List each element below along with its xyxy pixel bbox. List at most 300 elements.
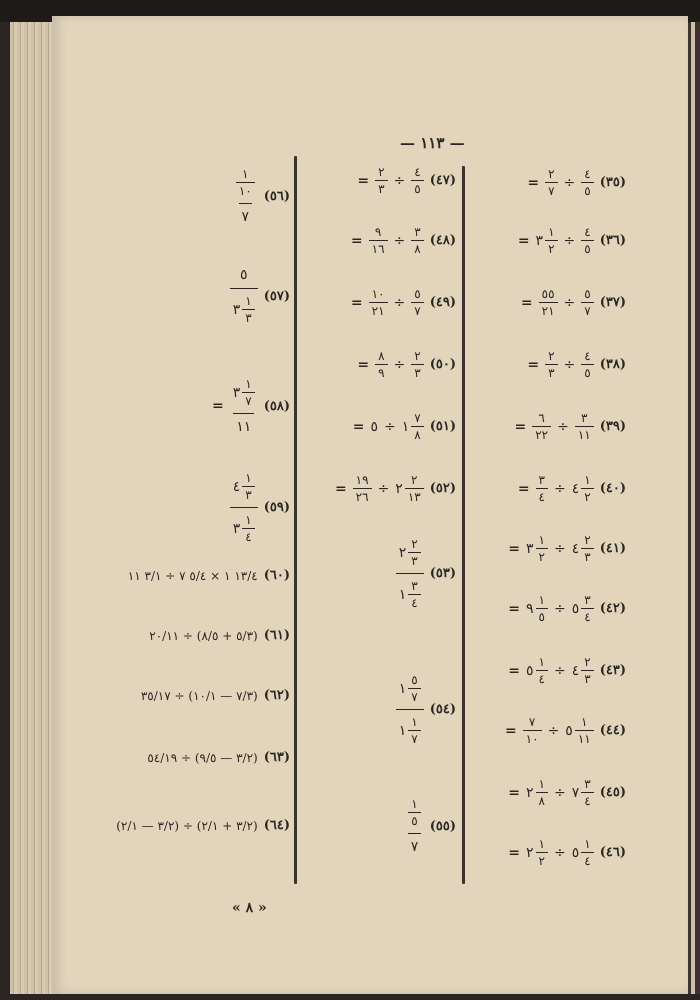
numerator: ١ bbox=[584, 473, 591, 487]
mixed-number bbox=[399, 674, 421, 703]
equals-sign: = bbox=[514, 418, 527, 435]
expression: (٧/٣ — ١٠/١) ÷ ٣٥/١٧ bbox=[140, 688, 258, 703]
equals-sign: = bbox=[352, 418, 365, 435]
exercise-row bbox=[508, 778, 626, 807]
numerator: ٦ bbox=[538, 411, 545, 425]
expression: (٥/٣ + ٨/٥) ÷ ٢٠/١١ bbox=[149, 628, 258, 643]
mixed-number bbox=[565, 716, 593, 745]
numerator: ١٠ bbox=[371, 287, 385, 301]
exercise-row bbox=[351, 226, 456, 255]
numerator: ٣ bbox=[581, 411, 588, 425]
denominator: ١٣ bbox=[405, 488, 424, 503]
whole-number: ١ bbox=[398, 680, 407, 697]
mixed-number bbox=[236, 168, 255, 197]
equals-sign: = bbox=[212, 398, 224, 414]
fraction bbox=[411, 350, 423, 379]
exercise-number: (٣٧) bbox=[599, 295, 626, 310]
exercise-row bbox=[527, 168, 626, 197]
numerator: ٢ bbox=[414, 349, 421, 363]
divide-sign: ÷ bbox=[554, 844, 566, 861]
mixed-number bbox=[572, 778, 594, 807]
numerator: ١ bbox=[245, 513, 252, 527]
fraction bbox=[353, 474, 372, 503]
mixed-number bbox=[375, 166, 387, 195]
exercise-row bbox=[149, 628, 290, 643]
numerator: ٢ bbox=[378, 165, 385, 179]
fraction bbox=[581, 350, 593, 379]
numerator: ١ bbox=[411, 715, 418, 729]
exercise-number: (٤١) bbox=[599, 541, 626, 556]
exercise-row bbox=[141, 688, 290, 703]
denominator: ٣ bbox=[581, 548, 593, 563]
fraction bbox=[408, 716, 420, 745]
fraction bbox=[408, 674, 420, 703]
column-divider-left bbox=[294, 156, 297, 884]
exercise-number: (٣٩) bbox=[599, 419, 626, 434]
whole-number: ٣ bbox=[232, 520, 241, 537]
equals-sign: = bbox=[350, 294, 363, 311]
denominator: ٤ bbox=[536, 488, 548, 503]
numerator: ٢ bbox=[548, 349, 555, 363]
divide-sign: ÷ bbox=[563, 232, 576, 249]
whole-number: ١ bbox=[398, 586, 407, 603]
divide-sign: ÷ bbox=[547, 722, 560, 739]
numerator: ١ bbox=[584, 837, 591, 851]
denominator: ٤ bbox=[408, 594, 420, 609]
compound-numerator bbox=[230, 378, 258, 413]
numerator: ٨ bbox=[378, 349, 385, 363]
mixed-number bbox=[233, 295, 255, 324]
exercise-number: (٣٥) bbox=[599, 175, 626, 190]
numerator: ٣ bbox=[411, 579, 418, 593]
denominator: ٤ bbox=[581, 852, 593, 867]
equals-sign: = bbox=[517, 480, 530, 497]
right-binding bbox=[688, 22, 700, 994]
fraction bbox=[581, 226, 593, 255]
numerator: ٣ bbox=[538, 473, 545, 487]
denominator: ٧ bbox=[242, 392, 254, 407]
compound-numerator bbox=[405, 798, 423, 833]
mixed-number bbox=[233, 472, 255, 501]
numerator: ٥ bbox=[411, 673, 418, 687]
denominator: ١٠ bbox=[523, 730, 542, 745]
denominator: ٧ bbox=[408, 688, 420, 703]
fraction bbox=[575, 412, 594, 441]
exercise-row bbox=[518, 226, 626, 255]
compound-numerator bbox=[230, 472, 258, 507]
compound-numerator bbox=[396, 538, 424, 573]
fraction bbox=[411, 166, 423, 195]
mixed-number bbox=[411, 840, 419, 854]
whole-number: ١ bbox=[398, 722, 407, 739]
divide-sign: ÷ bbox=[563, 174, 576, 191]
mixed-number bbox=[572, 594, 594, 623]
mixed-number bbox=[370, 419, 378, 435]
exercise-number: (٣٦) bbox=[599, 233, 626, 248]
divide-sign: ÷ bbox=[554, 480, 566, 497]
compound-fraction bbox=[396, 538, 424, 609]
fraction bbox=[523, 716, 542, 745]
fraction bbox=[532, 412, 551, 441]
fraction bbox=[408, 798, 420, 827]
mixed-number bbox=[523, 716, 542, 745]
mixed-number bbox=[581, 226, 593, 255]
denominator: ٥ bbox=[581, 182, 593, 197]
numerator: ٢ bbox=[411, 473, 418, 487]
exercise-row bbox=[505, 716, 626, 745]
mixed-number bbox=[399, 580, 421, 609]
page-number: — ١١٣ — bbox=[400, 134, 465, 152]
denominator: ٢١ bbox=[369, 302, 388, 317]
exercise-number: (٦٢) bbox=[263, 688, 290, 703]
numerator: ١ bbox=[411, 797, 418, 811]
exercise-number: (٦٣) bbox=[263, 750, 290, 765]
expression: ١٣/٤ ١ × ٥/٤ ٧ ÷ ٣/١ ١١ bbox=[127, 568, 258, 583]
fraction bbox=[536, 534, 548, 563]
compound-numerator bbox=[396, 674, 424, 709]
fraction bbox=[545, 350, 557, 379]
denominator: ٣ bbox=[408, 552, 420, 567]
numerator: ١ bbox=[245, 471, 252, 485]
denominator: ٥ bbox=[581, 364, 593, 379]
equals-sign: = bbox=[508, 662, 521, 679]
denominator: ٥ bbox=[536, 608, 548, 623]
mixed-number bbox=[369, 288, 388, 317]
divide-sign: ÷ bbox=[393, 294, 406, 311]
denominator: ١١ bbox=[575, 426, 594, 441]
equals-sign: = bbox=[520, 294, 533, 311]
mixed-number bbox=[532, 412, 551, 441]
mixed-number bbox=[526, 838, 548, 867]
exercise-row bbox=[396, 538, 456, 609]
divide-sign: ÷ bbox=[554, 784, 566, 801]
exercise-row bbox=[116, 818, 290, 833]
compound-fraction bbox=[230, 378, 258, 434]
exercise-row bbox=[353, 412, 456, 441]
expression: (٣/٢ + ٢/١) ÷ (٣/٢ — ٢/١) bbox=[116, 818, 258, 833]
mixed-number bbox=[581, 350, 593, 379]
numerator: ٣ bbox=[414, 225, 421, 239]
whole-number: ٧ bbox=[410, 839, 419, 855]
fraction bbox=[545, 226, 557, 255]
mixed-number bbox=[581, 168, 593, 197]
numerator: ٢ bbox=[584, 533, 591, 547]
compound-denominator bbox=[396, 709, 424, 745]
numerator: ٤ bbox=[584, 225, 591, 239]
compound-denominator bbox=[230, 507, 258, 543]
expression: (٣/٢ — ٩/٥) ÷ ٥٤/١٩ bbox=[147, 750, 258, 765]
mixed-number bbox=[526, 534, 548, 563]
exercise-row bbox=[508, 838, 626, 867]
divide-sign: ÷ bbox=[554, 540, 566, 557]
denominator: ٢٦ bbox=[353, 488, 372, 503]
denominator: ٤ bbox=[581, 792, 593, 807]
fraction bbox=[545, 168, 557, 197]
numerator: ٥ bbox=[584, 287, 591, 301]
fraction bbox=[242, 472, 254, 501]
whole-number: ٣ bbox=[232, 301, 241, 318]
exercise-row bbox=[335, 474, 456, 503]
exercise-row bbox=[405, 798, 456, 854]
mixed-number bbox=[411, 226, 423, 255]
exercise-number: (٦٤) bbox=[263, 818, 290, 833]
whole-number: ٥ bbox=[239, 267, 248, 283]
footer-signature: « ٨ » bbox=[232, 900, 267, 916]
numerator: ٤ bbox=[414, 165, 421, 179]
numerator: ١ bbox=[538, 593, 545, 607]
whole-number: ٢ bbox=[526, 784, 534, 801]
exercise-number: (٤٧) bbox=[429, 173, 456, 188]
mixed-number bbox=[408, 798, 420, 827]
exercise-number: (٤٣) bbox=[599, 663, 626, 678]
exercise-number: (٥٦) bbox=[263, 188, 290, 204]
whole-number: ٥ bbox=[571, 600, 580, 617]
numerator: ١ bbox=[245, 294, 252, 308]
fraction bbox=[405, 474, 424, 503]
denominator: ٣ bbox=[545, 364, 557, 379]
fraction bbox=[581, 168, 593, 197]
denominator: ٣ bbox=[581, 670, 593, 685]
numerator: ١٩ bbox=[355, 473, 369, 487]
mixed-number bbox=[572, 656, 594, 685]
exercise-row bbox=[518, 474, 626, 503]
fraction bbox=[536, 778, 548, 807]
whole-number: ٢ bbox=[398, 544, 407, 561]
compound-denominator bbox=[230, 288, 258, 324]
exercise-row bbox=[508, 594, 626, 623]
fraction bbox=[411, 288, 423, 317]
mixed-number bbox=[395, 474, 423, 503]
numerator: ١ bbox=[538, 837, 545, 851]
mixed-number bbox=[526, 778, 548, 807]
denominator: ٤ bbox=[242, 528, 254, 543]
fraction bbox=[369, 288, 388, 317]
fraction bbox=[581, 534, 593, 563]
exercise-row bbox=[514, 412, 626, 441]
denominator: ٢ bbox=[581, 488, 593, 503]
mixed-number bbox=[240, 268, 248, 282]
exercise-row bbox=[351, 288, 456, 317]
equals-sign: = bbox=[334, 480, 347, 497]
divide-sign: ÷ bbox=[554, 662, 566, 679]
exercise-row bbox=[508, 534, 626, 563]
exercise-row bbox=[147, 750, 290, 765]
exercise-number: (٤٥) bbox=[599, 785, 626, 800]
exercise-row bbox=[128, 568, 290, 583]
compound-denominator bbox=[239, 203, 253, 224]
exercise-number: (٤٩) bbox=[429, 295, 456, 310]
denominator: ٣ bbox=[411, 364, 423, 379]
equals-sign: = bbox=[508, 540, 521, 557]
numerator: ٣ bbox=[584, 593, 591, 607]
denominator: ١٠ bbox=[236, 182, 255, 197]
whole-number: ٤ bbox=[571, 662, 580, 679]
divide-sign: ÷ bbox=[563, 294, 576, 311]
fraction bbox=[242, 295, 254, 324]
denominator: ٧ bbox=[581, 302, 593, 317]
numerator: ٢ bbox=[411, 537, 418, 551]
fraction bbox=[408, 580, 420, 609]
denominator: ١١ bbox=[575, 730, 594, 745]
fraction bbox=[539, 288, 558, 317]
exercise-row bbox=[357, 166, 456, 195]
fraction bbox=[375, 166, 387, 195]
mixed-number bbox=[236, 420, 251, 434]
whole-number: ٣ bbox=[526, 540, 534, 557]
numerator: ٧ bbox=[528, 715, 536, 729]
whole-number: ١١ bbox=[236, 419, 252, 435]
exercise-row bbox=[396, 674, 456, 745]
equals-sign: = bbox=[527, 356, 540, 373]
compound-numerator bbox=[233, 168, 258, 203]
whole-number: ١ bbox=[401, 418, 410, 435]
whole-number: ٢ bbox=[395, 480, 403, 497]
mixed-number bbox=[399, 716, 421, 745]
divide-sign: ÷ bbox=[563, 356, 576, 373]
compound-fraction bbox=[230, 268, 258, 324]
equals-sign: = bbox=[508, 784, 521, 801]
numerator: ٧ bbox=[414, 411, 421, 425]
numerator: ٩ bbox=[374, 225, 382, 239]
exercise-number: (٤٢) bbox=[599, 601, 626, 616]
fraction bbox=[411, 412, 423, 441]
whole-number: ٤ bbox=[232, 478, 241, 495]
numerator: ١ bbox=[548, 225, 555, 239]
denominator: ٧ bbox=[411, 302, 423, 317]
fraction bbox=[242, 514, 254, 543]
fraction bbox=[408, 538, 420, 567]
fraction bbox=[581, 778, 593, 807]
fraction bbox=[236, 168, 255, 197]
equals-sign: = bbox=[357, 356, 370, 373]
denominator: ٥ bbox=[411, 180, 423, 195]
divide-sign: ÷ bbox=[557, 418, 569, 435]
whole-number: ٥ bbox=[526, 662, 534, 679]
fraction bbox=[581, 594, 593, 623]
denominator: ٩ bbox=[375, 364, 387, 379]
exercise-row bbox=[508, 656, 626, 685]
compound-numerator bbox=[237, 268, 251, 288]
exercise-row bbox=[230, 472, 290, 543]
mixed-number bbox=[375, 350, 387, 379]
whole-number: ٥ bbox=[565, 722, 573, 739]
denominator: ١٦ bbox=[369, 240, 388, 255]
denominator: ٨ bbox=[536, 792, 548, 807]
numerator: ٢ bbox=[548, 167, 555, 181]
divide-sign: ÷ bbox=[393, 232, 406, 249]
exercise-number: (٥٨) bbox=[263, 398, 290, 414]
numerator: ٣ bbox=[584, 777, 591, 791]
compound-fraction bbox=[233, 168, 258, 224]
fraction bbox=[375, 350, 387, 379]
mixed-number bbox=[572, 838, 594, 867]
whole-number: ٥ bbox=[370, 418, 378, 435]
book-page bbox=[52, 16, 688, 994]
numerator: ٤ bbox=[584, 349, 591, 363]
exercise-row bbox=[527, 350, 626, 379]
denominator: ٢٢ bbox=[532, 426, 551, 441]
divide-sign: ÷ bbox=[393, 172, 406, 189]
column-divider-right bbox=[462, 166, 465, 884]
exercise-number: (٥٤) bbox=[429, 702, 456, 717]
exercise-number: (٥١) bbox=[429, 419, 456, 434]
exercise-number: (٥٩) bbox=[263, 500, 290, 515]
numerator: ١ bbox=[245, 377, 252, 391]
compound-fraction bbox=[396, 674, 424, 745]
denominator: ٤ bbox=[536, 670, 548, 685]
numerator: ١ bbox=[538, 533, 545, 547]
denominator: ٣ bbox=[242, 309, 254, 324]
denominator: ٥ bbox=[408, 812, 420, 827]
denominator: ٢ bbox=[536, 548, 548, 563]
compound-denominator bbox=[396, 573, 424, 609]
denominator: ٧ bbox=[408, 730, 420, 745]
fraction bbox=[536, 594, 548, 623]
denominator: ٧ bbox=[545, 182, 557, 197]
whole-number: ٢ bbox=[526, 844, 534, 861]
equals-sign: = bbox=[517, 232, 530, 249]
fraction bbox=[536, 838, 548, 867]
equals-sign: = bbox=[350, 232, 363, 249]
equals-sign: = bbox=[527, 174, 540, 191]
mixed-number bbox=[233, 378, 255, 407]
exercise-number: (٥٣) bbox=[429, 566, 456, 581]
exercise-row bbox=[212, 378, 290, 434]
exercise-row bbox=[357, 350, 456, 379]
exercise-number: (٥٢) bbox=[429, 481, 456, 496]
whole-number: ٧ bbox=[571, 784, 580, 801]
fraction bbox=[411, 226, 423, 255]
exercise-number: (٣٨) bbox=[599, 357, 626, 372]
denominator: ٢١ bbox=[539, 302, 558, 317]
exercise-number: (٤٨) bbox=[429, 233, 456, 248]
exercise-number: (٤٤) bbox=[599, 723, 626, 738]
whole-number: ٩ bbox=[526, 600, 534, 617]
exercise-number: (٤٠) bbox=[599, 481, 626, 496]
equals-sign: = bbox=[504, 722, 517, 739]
whole-number: ٣ bbox=[232, 384, 241, 401]
mixed-number bbox=[526, 594, 548, 623]
compound-denominator bbox=[408, 833, 422, 854]
exercise-row bbox=[521, 288, 626, 317]
divide-sign: ÷ bbox=[554, 600, 566, 617]
numerator: ٤ bbox=[584, 167, 591, 181]
mixed-number bbox=[411, 166, 423, 195]
mixed-number bbox=[545, 350, 557, 379]
compound-fraction bbox=[230, 472, 258, 543]
denominator: ٥ bbox=[581, 240, 593, 255]
mixed-number bbox=[539, 288, 558, 317]
exercise-number: (٤٦) bbox=[599, 845, 626, 860]
denominator: ٢ bbox=[536, 852, 548, 867]
mixed-number bbox=[402, 412, 424, 441]
exercise-number: (٦١) bbox=[263, 628, 290, 643]
divide-sign: ÷ bbox=[393, 356, 406, 373]
fraction bbox=[536, 474, 548, 503]
mixed-number bbox=[581, 288, 593, 317]
equals-sign: = bbox=[508, 844, 521, 861]
fraction bbox=[581, 656, 593, 685]
mixed-number bbox=[411, 288, 423, 317]
fraction bbox=[536, 656, 548, 685]
numerator: ٥٥ bbox=[541, 287, 555, 301]
whole-number: ٤ bbox=[571, 480, 580, 497]
mixed-number bbox=[526, 656, 548, 685]
mixed-number bbox=[575, 412, 594, 441]
mixed-number bbox=[353, 474, 372, 503]
fraction bbox=[581, 474, 593, 503]
mixed-number bbox=[545, 168, 557, 197]
